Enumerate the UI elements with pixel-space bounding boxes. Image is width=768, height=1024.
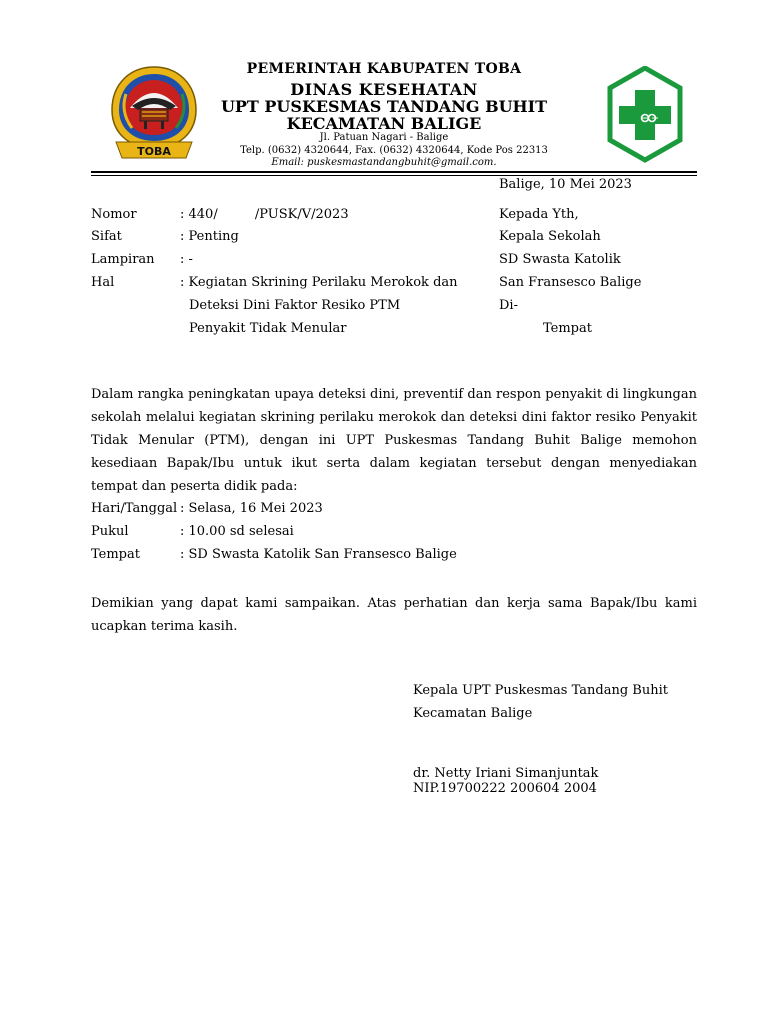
recipient-line5: Di- — [499, 298, 518, 313]
sifat-value: : Penting — [180, 229, 239, 244]
header-line-puskesmas: UPT PUSKESMAS TANDANG BUHIT — [220, 97, 548, 116]
signature-name: dr. Netty Iriani Simanjuntak — [413, 766, 599, 781]
header-address: Jl. Patuan Nagari - Balige — [319, 132, 449, 143]
header-rule-thick — [91, 171, 697, 173]
body-paragraph-intro: Dalam rangka peningkatan upaya deteksi dini, preventif dan respon penyakit di lingkungan sekolah melalui kegiatan skrining perilaku merokok dan deteksi dini faktor resiko Penyakit Tidak Menular (PTM), dengan ini UPT Puskesmas Tandang Buhit Balige memohon kesediaan Bapak/Ibu untuk ikut serta dalam kegiatan tersebut dengan menyediakan tempat dan peserta didik pada: — [91, 387, 697, 494]
event-day-label: Hari/Tanggal — [91, 501, 178, 516]
hal-value-line3: Penyakit Tidak Menular — [189, 321, 347, 336]
event-place-value: : SD Swasta Katolik San Fransesco Balige — [180, 547, 457, 562]
recipient-line2: Kepala Sekolah — [499, 229, 601, 244]
recipient-line4: San Fransesco Balige — [499, 275, 642, 290]
toba-logo-text: TOBA — [137, 145, 171, 158]
body-paragraph-closing: Demikian yang dapat kami sampaikan. Atas perhatian dan kerja sama Bapak/Ibu kami ucapkan terima kasih. — [91, 596, 697, 634]
nomor-label: Nomor — [91, 207, 137, 222]
header-rule-thin — [91, 175, 697, 176]
event-day-value: : Selasa, 16 Mei 2023 — [180, 501, 323, 516]
event-place-label: Tempat — [91, 547, 140, 562]
signature-title-line1: Kepala UPT Puskesmas Tandang Buhit — [413, 683, 668, 698]
puskesmas-logo — [606, 66, 684, 164]
header-email: Email: puskesmastandangbuhit@gmail.com. — [271, 157, 497, 168]
signature-nip: NIP.19700222 200604 2004 — [413, 781, 597, 796]
nomor-value: : 440/ /PUSK/V/2023 — [180, 207, 349, 222]
recipient-line6: Tempat — [543, 321, 592, 336]
event-time-label: Pukul — [91, 524, 129, 539]
recipient-line3: SD Swasta Katolik — [499, 252, 621, 267]
header-line-kecamatan: KECAMATAN BALIGE — [286, 114, 482, 133]
header-line-department: DINAS KESEHATAN — [290, 80, 478, 99]
lampiran-label: Lampiran — [91, 252, 155, 267]
signature-title-line2: Kecamatan Balige — [413, 706, 533, 721]
lampiran-value: : - — [180, 252, 193, 267]
letter-date: Balige, 10 Mei 2023 — [499, 177, 632, 192]
header-line-government: PEMERINTAH KABUPATEN TOBA — [246, 61, 522, 77]
hal-label: Hal — [91, 275, 115, 290]
hal-value-line1: : Kegiatan Skrining Perilaku Merokok dan — [180, 275, 458, 290]
event-time-value: : 10.00 sd selesai — [180, 524, 294, 539]
header-phone: Telp. (0632) 4320644, Fax. (0632) 4320644, Kode Pos 22313 — [240, 145, 548, 156]
hal-value-line2: Deteksi Dini Faktor Resiko PTM — [189, 298, 401, 313]
recipient-line1: Kepada Yth, — [499, 207, 579, 222]
sifat-label: Sifat — [91, 229, 122, 244]
